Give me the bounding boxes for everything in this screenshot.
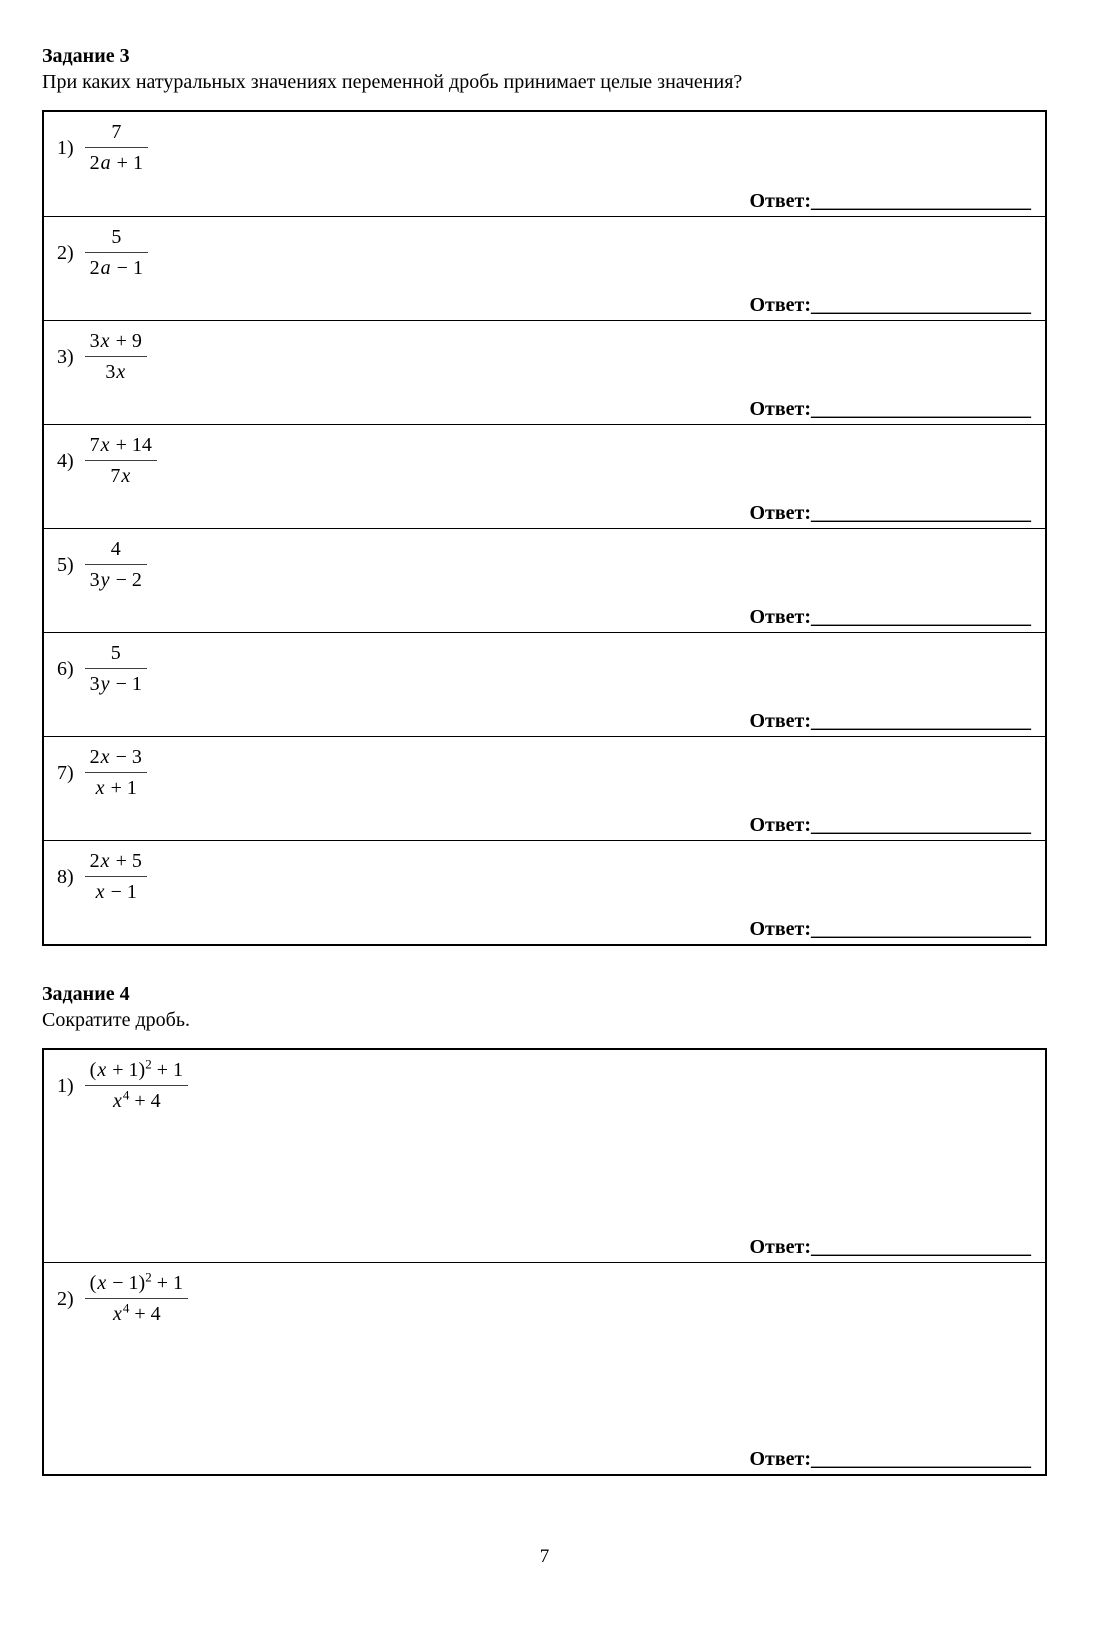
expression: [57, 329, 1031, 384]
fraction: [85, 849, 147, 904]
task3-table: [42, 110, 1047, 946]
answer-row: [57, 918, 1031, 941]
fraction: [85, 1271, 188, 1326]
task4-title: Задание 4: [42, 983, 130, 1005]
answer-row: [57, 1236, 1031, 1259]
task3-row-1: [44, 112, 1045, 216]
fraction-numerator: 2x − 3: [85, 745, 147, 773]
item-number: 1): [57, 136, 74, 159]
answer-row: [57, 502, 1031, 525]
answer-label: Ответ:: [749, 502, 811, 524]
fraction: [85, 120, 148, 175]
expression: [57, 641, 1031, 696]
answer-row: [57, 190, 1031, 213]
answer-blank-line: ______________________: [811, 398, 1031, 420]
fraction-denominator: x − 1: [95, 881, 137, 903]
expression: [57, 745, 1031, 800]
answer-row: [57, 606, 1031, 629]
answer-label: Ответ:: [749, 1448, 811, 1470]
answer-blank-line: ______________________: [811, 606, 1031, 628]
item-number: 1): [57, 1074, 74, 1097]
answer-row: [57, 814, 1031, 837]
task3-row-5: [44, 528, 1045, 632]
item-number: 2): [57, 241, 74, 264]
answer-label: Ответ:: [749, 606, 811, 628]
task4-row-1: [44, 1050, 1045, 1262]
item-number: 8): [57, 865, 74, 888]
fraction: [85, 433, 157, 488]
fraction-denominator: x + 1: [95, 777, 137, 799]
item-number: 3): [57, 345, 74, 368]
fraction-numerator: 2x + 5: [85, 849, 147, 877]
task3-row-2: [44, 216, 1045, 320]
task3-section: [42, 44, 1047, 946]
answer-row: [57, 398, 1031, 421]
fraction: [85, 225, 148, 280]
answer-blank-line: ______________________: [811, 1236, 1031, 1258]
fraction-numerator: $(x + 1)^2 + 1$: [85, 1058, 188, 1086]
fraction-numerator: 7x + 14: [85, 433, 157, 461]
answer-blank-line: ______________________: [811, 502, 1031, 524]
expression: [57, 120, 1031, 175]
task4-table: [42, 1048, 1047, 1476]
expression: [57, 433, 1031, 488]
fraction: [85, 745, 147, 800]
answer-label: Ответ:: [749, 190, 811, 212]
fraction: [85, 537, 147, 592]
expression: [57, 849, 1031, 904]
fraction-numerator: $(x - 1)^2 + 1$: [85, 1271, 188, 1299]
fraction-numerator: 3x + 9: [85, 329, 147, 357]
task3-row-7: [44, 736, 1045, 840]
answer-label: Ответ:: [749, 710, 811, 732]
answer-blank-line: ______________________: [811, 1448, 1031, 1470]
fraction: [85, 329, 147, 384]
answer-blank-line: ______________________: [811, 294, 1031, 316]
answer-label: Ответ:: [749, 1236, 811, 1258]
task3-row-6: [44, 632, 1045, 736]
fraction-denominator: $x^4 + 4$: [112, 1087, 161, 1112]
fraction-numerator: 4: [85, 537, 147, 565]
expression: [57, 537, 1031, 592]
fraction-denominator: 3y − 1: [89, 673, 142, 695]
fraction-numerator: 5: [85, 641, 147, 669]
fraction-numerator: 7: [85, 120, 148, 148]
item-number: 5): [57, 553, 74, 576]
fraction: [85, 641, 147, 696]
answer-blank-line: ______________________: [811, 814, 1031, 836]
answer-blank-line: ______________________: [811, 918, 1031, 940]
item-number: 2): [57, 1287, 74, 1310]
answer-row: [57, 294, 1031, 317]
task3-row-8: [44, 840, 1045, 944]
fraction: [85, 1058, 188, 1113]
task4-prompt: Сократите дробь.: [42, 1009, 190, 1031]
task4-row-2: [44, 1262, 1045, 1474]
answer-row: [57, 1448, 1031, 1471]
answer-blank-line: ______________________: [811, 710, 1031, 732]
answer-label: Ответ:: [749, 918, 811, 940]
fraction-numerator: 5: [85, 225, 148, 253]
task3-prompt: При каких натуральных значениях переменной дробь принимает целые значения?: [42, 71, 743, 93]
expression: [57, 1058, 1031, 1113]
item-number: 6): [57, 657, 74, 680]
task4-section: [42, 982, 1047, 1476]
fraction-denominator: 2a − 1: [89, 257, 143, 279]
fraction-denominator: 7x: [110, 465, 131, 487]
fraction-denominator: 2a + 1: [89, 152, 143, 174]
task3-title: Задание 3: [42, 45, 130, 67]
task3-row-4: [44, 424, 1045, 528]
fraction-denominator: 3x: [105, 361, 126, 383]
answer-label: Ответ:: [749, 814, 811, 836]
answer-label: Ответ:: [749, 398, 811, 420]
expression: [57, 1271, 1031, 1326]
fraction-denominator: 3y − 2: [89, 569, 142, 591]
item-number: 4): [57, 449, 74, 472]
answer-row: [57, 710, 1031, 733]
fraction-denominator: $x^4 + 4$: [112, 1300, 161, 1325]
expression: [57, 225, 1031, 280]
answer-label: Ответ:: [749, 294, 811, 316]
answer-blank-line: ______________________: [811, 190, 1031, 212]
task3-row-3: [44, 320, 1045, 424]
item-number: 7): [57, 761, 74, 784]
page-number: 7: [539, 1546, 550, 1567]
